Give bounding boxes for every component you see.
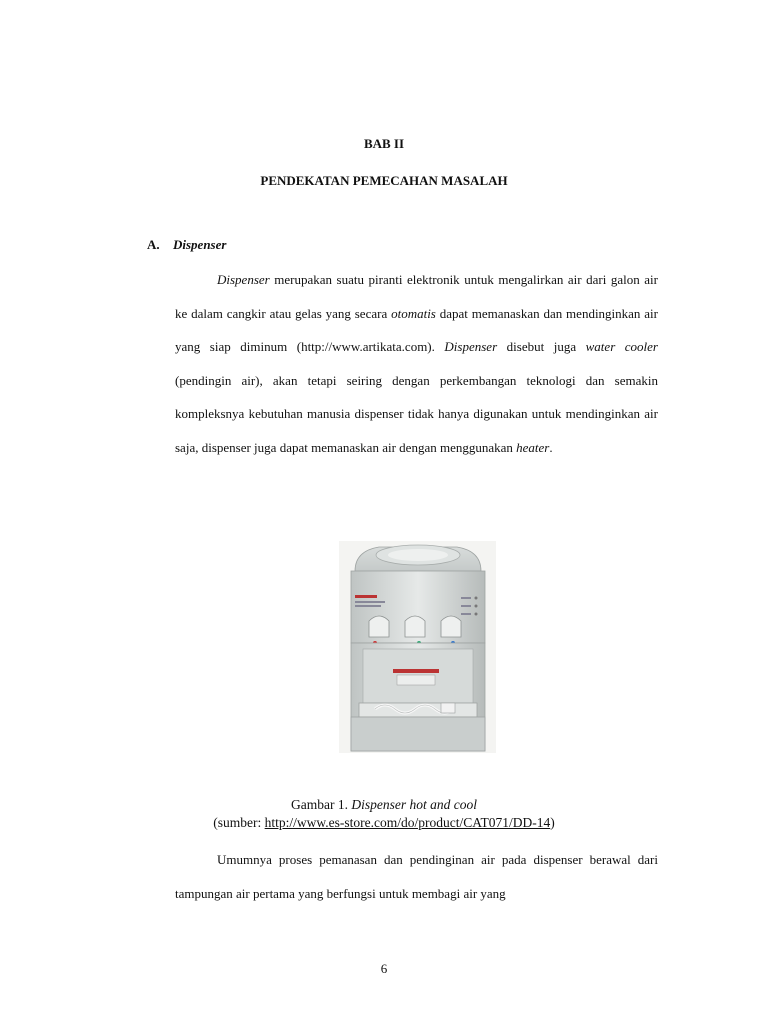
caption-source — [0, 814, 768, 832]
paragraph-text: . — [549, 439, 553, 455]
paragraph-text: merupakan suatu piranti elektronik untuk mengalirkan air dari galon air ke dalam cangkir atau gelas yang secara — [175, 272, 658, 321]
source-link[interactable]: http://www.es-store.com/do/product/CAT071/DD-14 — [264, 815, 551, 830]
source-prefix: (sumber: — [213, 815, 265, 830]
chapter-title: PENDEKATAN PEMECAHAN MASALAH — [260, 173, 508, 188]
chapter-heading: BAB II — [363, 136, 405, 151]
paragraph-text: dapat memanaskan dan mendinginkan air yang siap diminum (http://www.artikata.com). — [175, 305, 658, 354]
paragraph-text: (pendingin air), akan tetapi seiring dengan perkembangan teknologi dan semakin kompleksnya kebutuhan manusia dispenser tidak hanya digunakan untuk mendinginkan air saja, dispenser juga dapat memanaskan air dengan menggunakan — [175, 372, 658, 455]
term-water-cooler: water cooler — [585, 339, 658, 354]
section-number: A. — [147, 237, 160, 252]
paragraph-text: disebut juga — [497, 339, 586, 354]
caption-italic: Dispenser hot and cool — [351, 797, 477, 812]
term-otomatis: otomatis — [391, 305, 436, 321]
paragraph-text: Umumnya proses pemanasan dan pendinginan air pada dispenser berawal dari tampungan air pertama yang berfungsi untuk membagi air yang — [175, 852, 658, 901]
source-suffix: ) — [550, 815, 555, 830]
term-heater: heater — [516, 439, 550, 455]
section-heading — [147, 237, 226, 253]
section-title: Dispenser — [173, 237, 227, 252]
term-dispenser: Dispenser — [444, 339, 498, 354]
caption-prefix: Gambar 1. — [291, 797, 352, 812]
paragraph-heating-process — [175, 843, 658, 910]
page-number: 6 — [380, 961, 388, 976]
paragraph-dispenser-definition — [175, 263, 658, 464]
figure-caption — [0, 796, 768, 832]
caption-title — [0, 796, 768, 814]
dispenser-image — [339, 541, 496, 753]
term-dispenser: Dispenser — [217, 272, 270, 287]
